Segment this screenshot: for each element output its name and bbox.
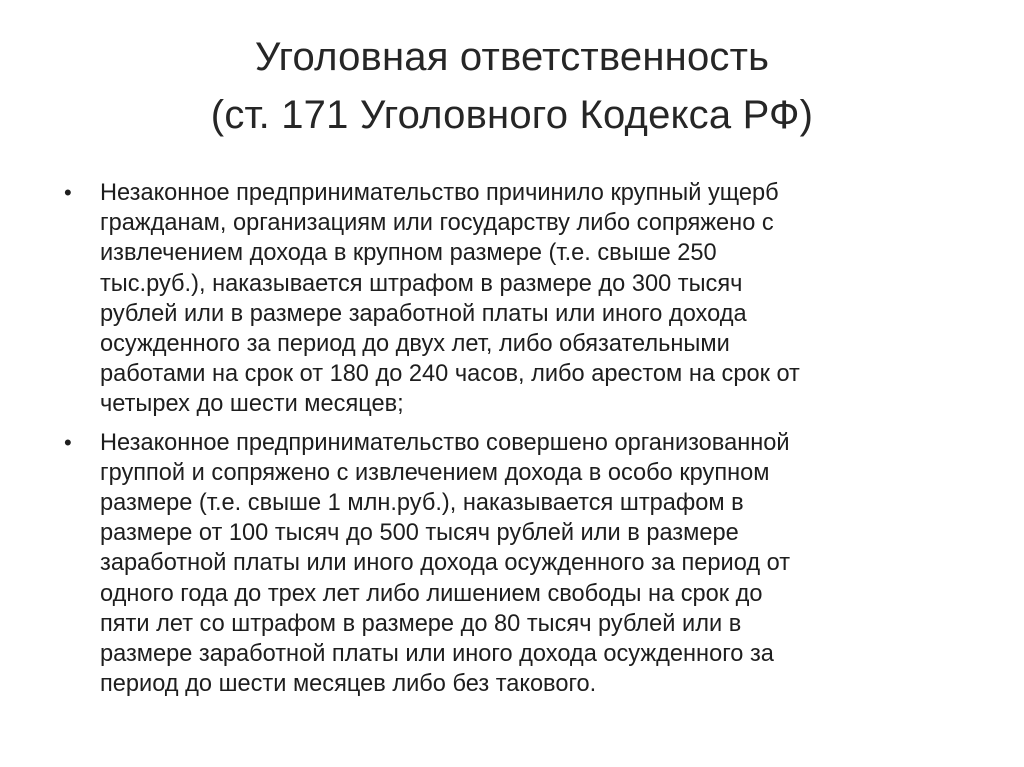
bullet-item-1 [64, 178, 964, 420]
bullet-2-line: группой и сопряжено с извлечением дохода в особо крупном [100, 459, 770, 486]
bullet-2-line: пяти лет со штрафом в размере до 80 тысяч рублей или в [100, 610, 742, 637]
bullet-1-line: гражданам, организациям или государству либо сопряжено с [100, 210, 774, 237]
slide-title [60, 28, 964, 144]
bullet-2-line: период до шести месяцев либо без такового. [100, 671, 597, 698]
bullet-1-line: рублей или в размере заработной платы или иного дохода [100, 300, 747, 327]
bullet-1-line: четырех до шести месяцев; [100, 391, 404, 418]
bullet-1-line: извлечением дохода в крупном размере (т.е. свыше 250 [100, 240, 717, 267]
bullet-item-2 [64, 428, 964, 700]
bullet-list [64, 178, 964, 707]
bullet-marker: • [64, 180, 72, 205]
bullet-marker: • [64, 429, 72, 455]
bullet-2-line: размере (т.е. свыше 1 млн.руб.), наказывается штрафом в [100, 490, 744, 517]
bullet-1-line: Незаконное предпринимательство причинило крупный ущерб [100, 180, 779, 206]
bullet-2-line: размере заработной платы или иного дохода осужденного за [100, 641, 774, 668]
slide-title-line-1: Уголовная ответственность [254, 35, 770, 79]
bullet-2-line: Незаконное предпринимательство совершено организованной [100, 429, 790, 456]
slide-title-line-2: (ст. 171 Уголовного Кодекса РФ) [210, 93, 814, 137]
bullet-2-line: одного года до трех лет либо лишением свободы на срок до [100, 580, 763, 607]
bullet-1-line: тыс.руб.), наказывается штрафом в размере до 300 тысяч [100, 270, 743, 297]
bullet-1-line: осужденного за период до двух лет, либо обязательными [100, 331, 730, 358]
bullet-2-line: размере от 100 тысяч до 500 тысяч рублей или в размере [100, 520, 739, 547]
bullet-1-line: работами на срок от 180 до 240 часов, либо арестом на срок от [100, 361, 800, 388]
bullet-2-line: заработной платы или иного дохода осужденного за период от [100, 550, 791, 577]
